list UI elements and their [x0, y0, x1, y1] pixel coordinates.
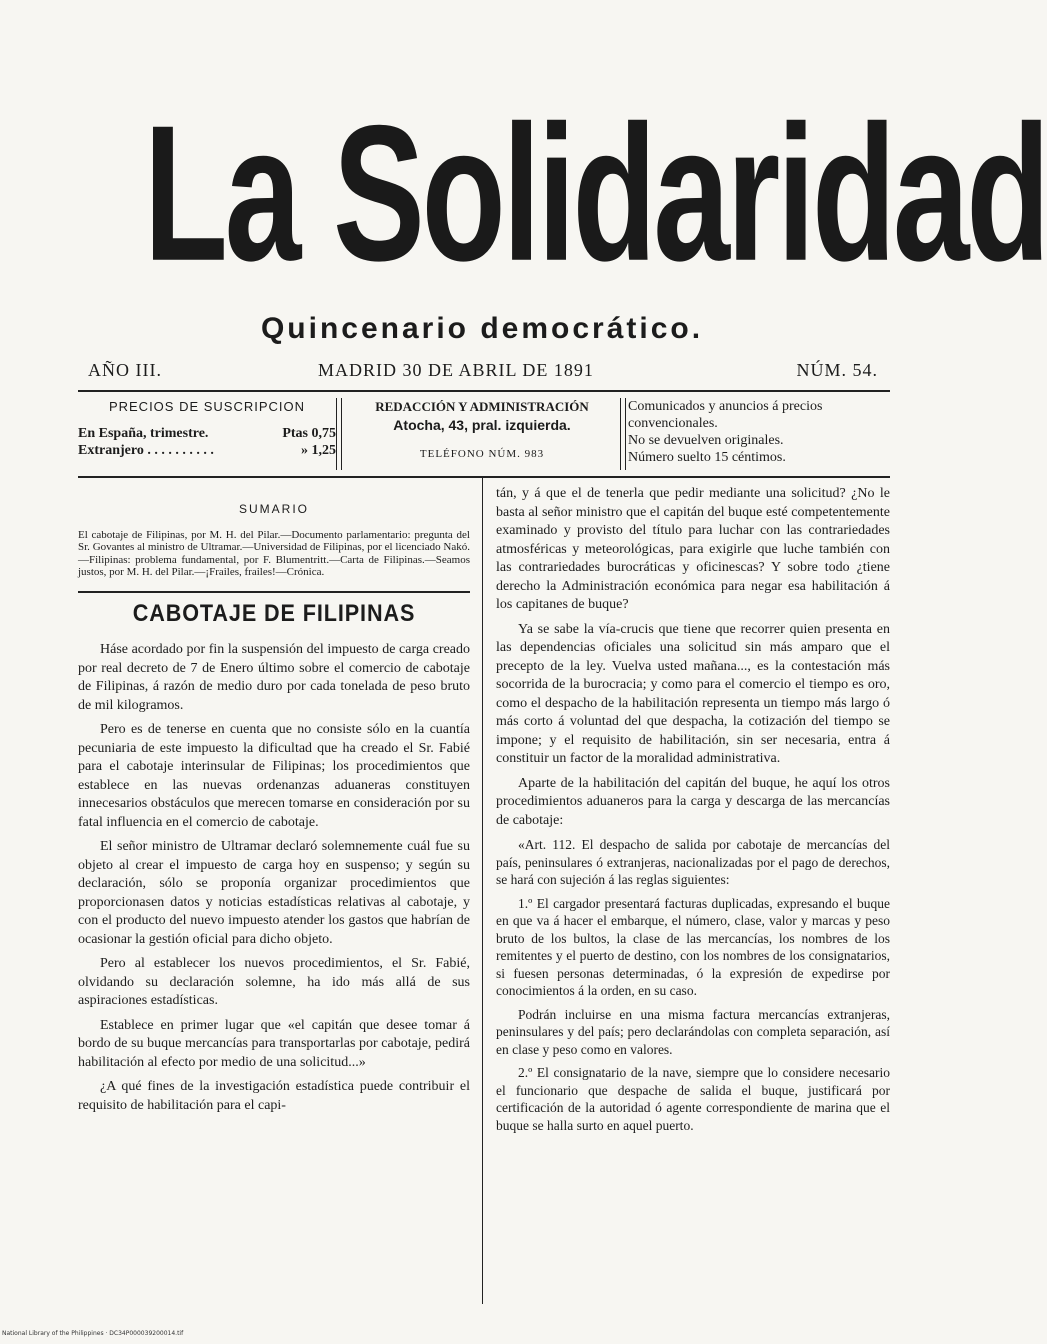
office-box — [346, 398, 618, 472]
sumario-heading: SUMARIO — [238, 502, 309, 516]
newspaper-subtitle: Quincenario democrático. — [260, 312, 704, 345]
subscription-row — [78, 425, 336, 442]
office-heading: REDACCIÓN Y ADMINISTRACIÓN — [375, 399, 589, 414]
dateline — [88, 360, 878, 384]
article-paragraph: Ya se sabe la vía-crucis que tiene que recorrer quien presenta en las dependencias oficiales una solicitud sin más amparo que el precepto de la ley. Vuelva usted mañana..., es la contestación más socorrida de la burocracia; y como para el comercio el tiempo es oro, como el despacho de la habilitación representa un tiempo más largo ó más corto á voluntad del que despacha, la cotización del tiempo se impone; y el requisito de habilitación, sin ser necesaria, entra á constituir un factor de la moralidad administrativa. — [496, 621, 890, 766]
subscription-value: Ptas 0,75 — [282, 426, 336, 441]
subscription-heading: PRECIOS DE SUSCRIPCION — [108, 399, 306, 414]
notice-price: Número suelto 15 céntimos. — [628, 450, 786, 465]
subscription-box — [78, 398, 336, 472]
subscription-row — [78, 442, 336, 459]
article-title: CABOTAJE DE FILIPINAS — [132, 599, 416, 627]
center-column-rule — [482, 478, 483, 1304]
notice-ads: Comunicados y anuncios á precios convencionales. — [628, 399, 823, 431]
issue-year: AÑO III. — [88, 360, 162, 380]
sumario-text: El cabotaje de Filipinas, por M. H. del Pilar.—Documento parlamentario: pregunta del Sr. Govantes al ministro de Ultramar.—Universidad de Filipinas, por el licenciado Nakó.—Filipinas: problema fundamental, por F. Blumentritt.—Carta de Filipinas.—Seamos justos, por M. H. del Pilar.—¡Frailes, frailes!—Crónica. — [78, 528, 470, 578]
article-paragraph: «Art. 112. El despacho de salida por cabotaje de mercancías del país, peninsulares ó extranjeras, nacionalizadas por el pago de derechos, se hará con sujeción á las reglas siguientes: — [496, 837, 890, 887]
article-paragraph: Podrán incluirse en una misma factura mercancías extranjeras, peninsulares y del país; pero declarándolas con completa separación, así en clase y peso como en valores. — [496, 1006, 890, 1057]
article-paragraph: 2.º El consignatario de la nave, siempre que lo considere necesario el funcionario que despache de salida el buque, justificará por certificación de la autoridad ó agente correspondiente de marina que el buque se halla surto en aquel puerto. — [496, 1065, 890, 1133]
scan-credit: National Library of the Philippines · DC34P000039200014.tif — [2, 1330, 184, 1337]
subscription-label: Extranjero . . . . . . . . . . — [78, 443, 214, 458]
subscription-value: » 1,25 — [301, 443, 336, 458]
article-paragraph: El señor ministro de Ultramar declaró solemnemente cuál fue su objeto al crear el impuesto de carga hoy en suspenso; y según su declaración, sólo se proponía organizar procedimientos que proporcionasen datos y noticias estadísticas relativas al cabotaje, y con el producto del nuevo impuesto atender los gastos que habrían de ocasionar la gestión oficial para dicho objeto. — [78, 839, 470, 947]
notices-box — [628, 398, 886, 472]
article-paragraph: ¿A qué fines de la investigación estadística puede contribuir el requisito de habilitación para el capi- — [78, 1079, 470, 1113]
masthead — [70, 78, 1047, 308]
column-divider — [336, 398, 342, 470]
newspaper-title: La Solidaridad — [143, 84, 1047, 302]
article-paragraph: Establece en primer lugar que «el capitán que desee tomar á bordo de su buque mercancías para transportarlas por cabotaje, pedirá habilitación al efecto por medio de una solicitud...» — [78, 1017, 470, 1070]
office-address: Atocha, 43, pral. izquierda. — [393, 417, 571, 433]
article-paragraph: Pero al establecer los nuevos procedimientos, el Sr. Fabié, olvidando su declaración solemne, ha ido más allá de sus aspiraciones estadísticas. — [78, 956, 470, 1008]
article-paragraph: Háse acordado por fin la suspensión del impuesto de carga creado por real decreto de 7 de Enero último sobre el comercio de cabotaje de Filipinas, á razón de medio duro por cada tonelada de peso bruto de mil kilogramos. — [78, 642, 470, 713]
subscription-label: En España, trimestre. — [78, 426, 209, 441]
article-paragraph: Pero es de tenerse en cuenta que no consiste sólo en la cuantía pecuniaria de este impuesto la dificultad que ha creado el Sr. Fabié para el cabotaje interinsular de Filipinas; los procedimientos que establece en las nuevas ordenanzas aduaneras constituyen innecesarios obstáculos que merecen tomarse en consideración por su fatal influencia en el comercio de cabotaje. — [78, 722, 470, 830]
column-divider — [620, 398, 626, 470]
right-column — [496, 485, 890, 1134]
issue-number: NÚM. 54. — [796, 360, 878, 380]
office-phone: TELÉFONO NÚM. 983 — [419, 448, 545, 460]
header-bottom-rule — [78, 476, 890, 478]
top-rule — [78, 390, 890, 392]
issue-date: MADRID 30 DE ABRIL DE 1891 — [318, 360, 594, 380]
notice-originals: No se devuelven originales. — [628, 433, 784, 448]
article-paragraph: 1.º El cargador presentará facturas duplicadas, expresando el buque en que va á hacer el embarque, el número, clase, valor y marcas y peso bruto de los bultos, la clase de las mercancías, los nombres de los remitentes y el puerto de destino, con los nombres de los consignatarios, si fuesen personas determinadas, ó la expresión de expedirse por conocimientos á la orden, en su caso. — [496, 895, 890, 998]
sumario-rule — [78, 591, 470, 593]
left-column — [78, 500, 470, 1115]
article-paragraph: Aparte de la habilitación del capitán del buque, he aquí los otros procedimientos aduaneros para la carga y descarga de las mercancías de cabotaje: — [496, 775, 890, 828]
article-paragraph: tán, y á que el de tenerla que pedir mediante una solicitud? ¿No le basta al señor ministro que el capitán del buque esté competentemente examinado y provisto del título para luchar con las contrariedades atmosféricas y meteorológicas, para exigirle que luche también con las contrariedades burocráticas y oficinescas? Y sobre todo ¿tiene derecho la Administración económica para negar esa habilitación á los capitanes de buque? — [496, 486, 890, 612]
